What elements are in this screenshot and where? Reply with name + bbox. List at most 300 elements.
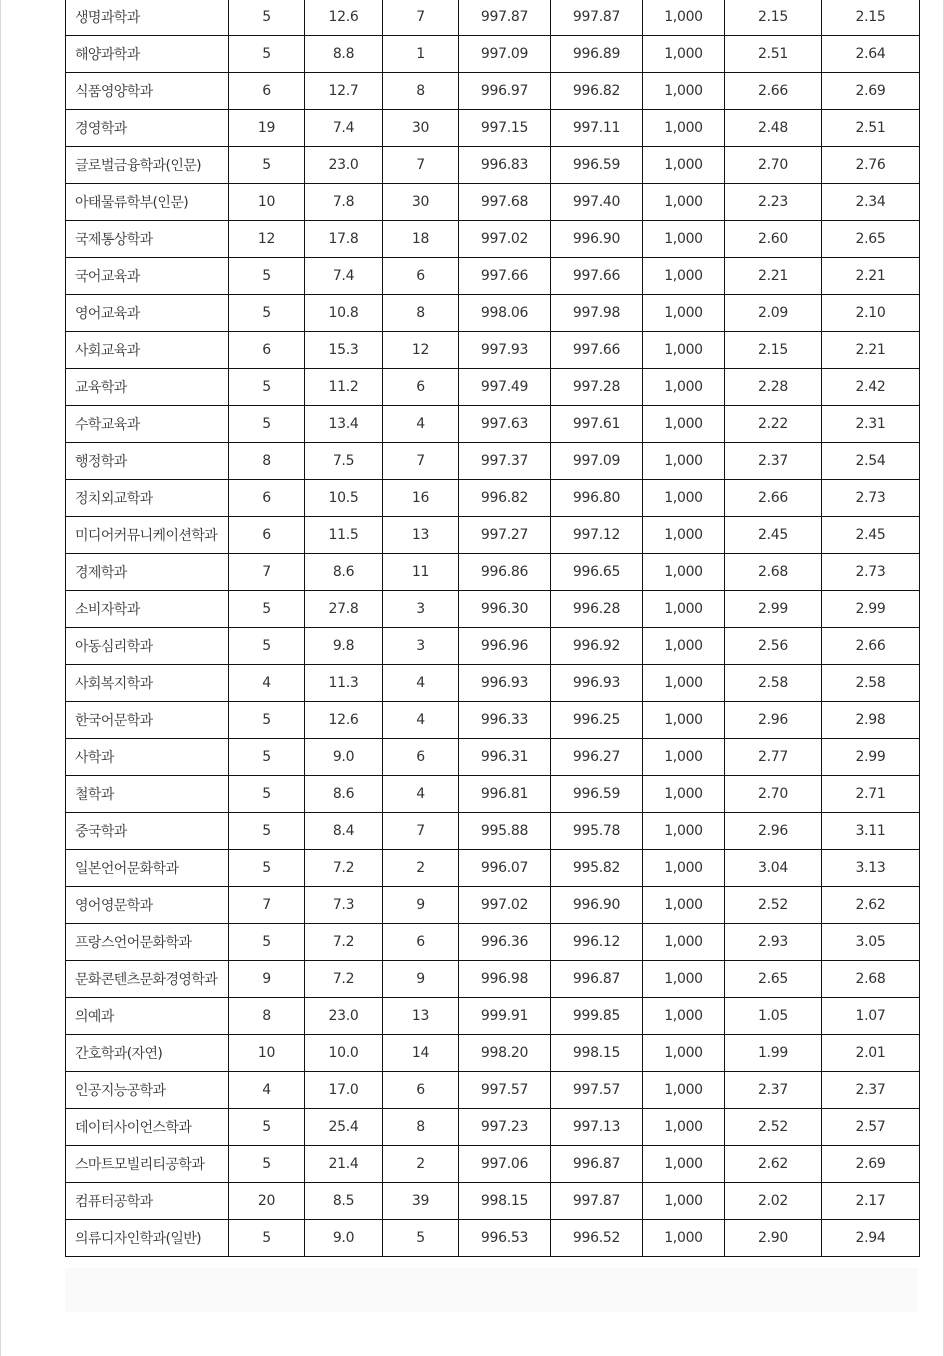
top-score-cell: 996.53 xyxy=(459,1220,551,1257)
quota-cell: 6 xyxy=(229,332,305,369)
additional-pass-cell: 1 xyxy=(383,36,459,73)
cutoff-score-cell: 997.28 xyxy=(551,369,643,406)
table-row xyxy=(66,369,920,406)
competition-rate-cell: 25.4 xyxy=(305,1109,383,1146)
competition-rate-cell: 13.4 xyxy=(305,406,383,443)
cutoff-grade-cell: 2.45 xyxy=(822,517,920,554)
competition-rate-cell: 8.4 xyxy=(305,813,383,850)
cutoff-grade-cell: 2.73 xyxy=(822,480,920,517)
top-score-cell: 997.02 xyxy=(459,887,551,924)
cutoff-score-cell: 997.57 xyxy=(551,1072,643,1109)
average-grade-cell: 2.02 xyxy=(725,1183,822,1220)
cutoff-score-cell: 996.65 xyxy=(551,554,643,591)
table-row xyxy=(66,887,920,924)
top-score-cell: 997.37 xyxy=(459,443,551,480)
table-row xyxy=(66,813,920,850)
table-row xyxy=(66,184,920,221)
max-score-cell: 1,000 xyxy=(643,961,725,998)
average-grade-cell: 2.58 xyxy=(725,665,822,702)
department-name-cell: 교육학과 xyxy=(66,369,229,406)
average-grade-cell: 2.15 xyxy=(725,332,822,369)
competition-rate-cell: 10.8 xyxy=(305,295,383,332)
quota-cell: 5 xyxy=(229,147,305,184)
department-name-cell: 정치외교학과 xyxy=(66,480,229,517)
department-name-cell: 사회복지학과 xyxy=(66,665,229,702)
top-score-cell: 996.86 xyxy=(459,554,551,591)
department-name-cell: 식품영양학과 xyxy=(66,73,229,110)
top-score-cell: 996.36 xyxy=(459,924,551,961)
table-row xyxy=(66,36,920,73)
table-row xyxy=(66,1109,920,1146)
department-name-cell: 국어교육과 xyxy=(66,258,229,295)
average-grade-cell: 2.37 xyxy=(725,443,822,480)
cutoff-score-cell: 998.15 xyxy=(551,1035,643,1072)
average-grade-cell: 2.66 xyxy=(725,480,822,517)
additional-pass-cell: 5 xyxy=(383,1220,459,1257)
top-score-cell: 997.02 xyxy=(459,221,551,258)
quota-cell: 6 xyxy=(229,73,305,110)
table-row xyxy=(66,517,920,554)
cutoff-score-cell: 996.59 xyxy=(551,147,643,184)
competition-rate-cell: 9.0 xyxy=(305,1220,383,1257)
average-grade-cell: 2.60 xyxy=(725,221,822,258)
cutoff-score-cell: 996.90 xyxy=(551,887,643,924)
cutoff-grade-cell: 3.13 xyxy=(822,850,920,887)
table-row xyxy=(66,406,920,443)
cutoff-grade-cell: 1.07 xyxy=(822,998,920,1035)
max-score-cell: 1,000 xyxy=(643,1109,725,1146)
top-score-cell: 997.27 xyxy=(459,517,551,554)
top-score-cell: 997.68 xyxy=(459,184,551,221)
max-score-cell: 1,000 xyxy=(643,850,725,887)
cutoff-score-cell: 996.52 xyxy=(551,1220,643,1257)
top-score-cell: 996.07 xyxy=(459,850,551,887)
quota-cell: 5 xyxy=(229,776,305,813)
top-score-cell: 996.97 xyxy=(459,73,551,110)
top-score-cell: 996.31 xyxy=(459,739,551,776)
top-score-cell: 995.88 xyxy=(459,813,551,850)
competition-rate-cell: 27.8 xyxy=(305,591,383,628)
average-grade-cell: 2.77 xyxy=(725,739,822,776)
additional-pass-cell: 18 xyxy=(383,221,459,258)
cutoff-grade-cell: 2.98 xyxy=(822,702,920,739)
competition-rate-cell: 7.2 xyxy=(305,850,383,887)
max-score-cell: 1,000 xyxy=(643,295,725,332)
quota-cell: 5 xyxy=(229,369,305,406)
top-score-cell: 997.87 xyxy=(459,0,551,36)
department-name-cell: 일본언어문화학과 xyxy=(66,850,229,887)
department-name-cell: 미디어커뮤니케이션학과 xyxy=(66,517,229,554)
department-name-cell: 데이터사이언스학과 xyxy=(66,1109,229,1146)
competition-rate-cell: 7.4 xyxy=(305,110,383,147)
additional-pass-cell: 6 xyxy=(383,369,459,406)
average-grade-cell: 2.22 xyxy=(725,406,822,443)
average-grade-cell: 3.04 xyxy=(725,850,822,887)
quota-cell: 8 xyxy=(229,998,305,1035)
cutoff-grade-cell: 2.69 xyxy=(822,73,920,110)
top-score-cell: 996.98 xyxy=(459,961,551,998)
table-row xyxy=(66,443,920,480)
top-score-cell: 996.33 xyxy=(459,702,551,739)
competition-rate-cell: 11.2 xyxy=(305,369,383,406)
quota-cell: 4 xyxy=(229,1072,305,1109)
max-score-cell: 1,000 xyxy=(643,887,725,924)
table-row xyxy=(66,924,920,961)
cutoff-grade-cell: 2.21 xyxy=(822,258,920,295)
cutoff-score-cell: 996.92 xyxy=(551,628,643,665)
cutoff-score-cell: 996.90 xyxy=(551,221,643,258)
top-score-cell: 997.57 xyxy=(459,1072,551,1109)
quota-cell: 5 xyxy=(229,295,305,332)
cutoff-grade-cell: 2.94 xyxy=(822,1220,920,1257)
department-name-cell: 글로벌금융학과(인문) xyxy=(66,147,229,184)
quota-cell: 5 xyxy=(229,924,305,961)
department-name-cell: 철학과 xyxy=(66,776,229,813)
table-row xyxy=(66,739,920,776)
quota-cell: 6 xyxy=(229,517,305,554)
competition-rate-cell: 11.3 xyxy=(305,665,383,702)
department-name-cell: 해양과학과 xyxy=(66,36,229,73)
additional-pass-cell: 39 xyxy=(383,1183,459,1220)
average-grade-cell: 2.52 xyxy=(725,1109,822,1146)
cutoff-grade-cell: 2.37 xyxy=(822,1072,920,1109)
max-score-cell: 1,000 xyxy=(643,73,725,110)
max-score-cell: 1,000 xyxy=(643,184,725,221)
quota-cell: 12 xyxy=(229,221,305,258)
quota-cell: 10 xyxy=(229,1035,305,1072)
max-score-cell: 1,000 xyxy=(643,776,725,813)
average-grade-cell: 2.15 xyxy=(725,0,822,36)
average-grade-cell: 2.52 xyxy=(725,887,822,924)
competition-rate-cell: 7.5 xyxy=(305,443,383,480)
cutoff-grade-cell: 2.15 xyxy=(822,0,920,36)
quota-cell: 19 xyxy=(229,110,305,147)
competition-rate-cell: 10.5 xyxy=(305,480,383,517)
average-grade-cell: 2.48 xyxy=(725,110,822,147)
cutoff-score-cell: 996.87 xyxy=(551,1146,643,1183)
average-grade-cell: 2.23 xyxy=(725,184,822,221)
top-score-cell: 996.93 xyxy=(459,665,551,702)
cutoff-score-cell: 996.93 xyxy=(551,665,643,702)
average-grade-cell: 2.99 xyxy=(725,591,822,628)
cutoff-grade-cell: 2.42 xyxy=(822,369,920,406)
cutoff-grade-cell: 2.73 xyxy=(822,554,920,591)
additional-pass-cell: 6 xyxy=(383,1072,459,1109)
competition-rate-cell: 12.7 xyxy=(305,73,383,110)
cutoff-score-cell: 996.89 xyxy=(551,36,643,73)
max-score-cell: 1,000 xyxy=(643,924,725,961)
department-name-cell: 행정학과 xyxy=(66,443,229,480)
competition-rate-cell: 23.0 xyxy=(305,998,383,1035)
competition-rate-cell: 9.8 xyxy=(305,628,383,665)
additional-pass-cell: 7 xyxy=(383,813,459,850)
competition-rate-cell: 11.5 xyxy=(305,517,383,554)
cutoff-score-cell: 996.87 xyxy=(551,961,643,998)
top-score-cell: 996.82 xyxy=(459,480,551,517)
average-grade-cell: 2.37 xyxy=(725,1072,822,1109)
quota-cell: 5 xyxy=(229,1109,305,1146)
cutoff-score-cell: 996.25 xyxy=(551,702,643,739)
quota-cell: 5 xyxy=(229,813,305,850)
department-name-cell: 아태물류학부(인문) xyxy=(66,184,229,221)
table-body xyxy=(66,0,920,1257)
max-score-cell: 1,000 xyxy=(643,221,725,258)
cutoff-score-cell: 996.27 xyxy=(551,739,643,776)
quota-cell: 5 xyxy=(229,1146,305,1183)
quota-cell: 6 xyxy=(229,480,305,517)
cutoff-score-cell: 997.40 xyxy=(551,184,643,221)
cutoff-grade-cell: 2.76 xyxy=(822,147,920,184)
cutoff-score-cell: 996.80 xyxy=(551,480,643,517)
additional-pass-cell: 7 xyxy=(383,443,459,480)
additional-pass-cell: 7 xyxy=(383,0,459,36)
competition-rate-cell: 17.0 xyxy=(305,1072,383,1109)
top-score-cell: 996.81 xyxy=(459,776,551,813)
average-grade-cell: 2.68 xyxy=(725,554,822,591)
cutoff-score-cell: 997.12 xyxy=(551,517,643,554)
max-score-cell: 1,000 xyxy=(643,665,725,702)
table-row xyxy=(66,702,920,739)
max-score-cell: 1,000 xyxy=(643,813,725,850)
department-name-cell: 프랑스언어문화학과 xyxy=(66,924,229,961)
department-name-cell: 경영학과 xyxy=(66,110,229,147)
top-score-cell: 996.96 xyxy=(459,628,551,665)
department-name-cell: 스마트모빌리티공학과 xyxy=(66,1146,229,1183)
competition-rate-cell: 8.6 xyxy=(305,776,383,813)
table-row xyxy=(66,221,920,258)
average-grade-cell: 1.05 xyxy=(725,998,822,1035)
competition-rate-cell: 7.2 xyxy=(305,961,383,998)
quota-cell: 5 xyxy=(229,406,305,443)
table-row xyxy=(66,73,920,110)
additional-pass-cell: 30 xyxy=(383,184,459,221)
max-score-cell: 1,000 xyxy=(643,0,725,36)
competition-rate-cell: 21.4 xyxy=(305,1146,383,1183)
competition-rate-cell: 23.0 xyxy=(305,147,383,184)
max-score-cell: 1,000 xyxy=(643,443,725,480)
table-row xyxy=(66,998,920,1035)
page-footer-area xyxy=(65,1268,918,1312)
max-score-cell: 1,000 xyxy=(643,110,725,147)
cutoff-grade-cell: 2.51 xyxy=(822,110,920,147)
table-row xyxy=(66,332,920,369)
quota-cell: 5 xyxy=(229,628,305,665)
quota-cell: 4 xyxy=(229,665,305,702)
department-name-cell: 생명과학과 xyxy=(66,0,229,36)
competition-rate-cell: 7.3 xyxy=(305,887,383,924)
cutoff-score-cell: 999.85 xyxy=(551,998,643,1035)
additional-pass-cell: 4 xyxy=(383,776,459,813)
table-row xyxy=(66,1035,920,1072)
cutoff-score-cell: 996.82 xyxy=(551,73,643,110)
cutoff-score-cell: 997.87 xyxy=(551,1183,643,1220)
cutoff-grade-cell: 2.99 xyxy=(822,739,920,776)
cutoff-grade-cell: 2.54 xyxy=(822,443,920,480)
department-name-cell: 영어영문학과 xyxy=(66,887,229,924)
department-name-cell: 간호학과(자연) xyxy=(66,1035,229,1072)
cutoff-grade-cell: 2.69 xyxy=(822,1146,920,1183)
department-name-cell: 컴퓨터공학과 xyxy=(66,1183,229,1220)
average-grade-cell: 2.70 xyxy=(725,776,822,813)
cutoff-grade-cell: 2.57 xyxy=(822,1109,920,1146)
cutoff-score-cell: 996.59 xyxy=(551,776,643,813)
additional-pass-cell: 12 xyxy=(383,332,459,369)
table-row xyxy=(66,1146,920,1183)
additional-pass-cell: 4 xyxy=(383,406,459,443)
quota-cell: 5 xyxy=(229,258,305,295)
top-score-cell: 998.06 xyxy=(459,295,551,332)
cutoff-grade-cell: 2.64 xyxy=(822,36,920,73)
top-score-cell: 997.49 xyxy=(459,369,551,406)
department-name-cell: 경제학과 xyxy=(66,554,229,591)
department-name-cell: 아동심리학과 xyxy=(66,628,229,665)
max-score-cell: 1,000 xyxy=(643,406,725,443)
competition-rate-cell: 17.8 xyxy=(305,221,383,258)
cutoff-grade-cell: 2.31 xyxy=(822,406,920,443)
table-row xyxy=(66,591,920,628)
cutoff-score-cell: 996.12 xyxy=(551,924,643,961)
average-grade-cell: 2.45 xyxy=(725,517,822,554)
competition-rate-cell: 7.8 xyxy=(305,184,383,221)
top-score-cell: 997.15 xyxy=(459,110,551,147)
additional-pass-cell: 7 xyxy=(383,147,459,184)
department-name-cell: 수학교육과 xyxy=(66,406,229,443)
quota-cell: 8 xyxy=(229,443,305,480)
additional-pass-cell: 8 xyxy=(383,295,459,332)
top-score-cell: 997.06 xyxy=(459,1146,551,1183)
department-name-cell: 한국어문학과 xyxy=(66,702,229,739)
quota-cell: 5 xyxy=(229,702,305,739)
average-grade-cell: 2.90 xyxy=(725,1220,822,1257)
additional-pass-cell: 3 xyxy=(383,591,459,628)
average-grade-cell: 2.56 xyxy=(725,628,822,665)
cutoff-grade-cell: 2.21 xyxy=(822,332,920,369)
additional-pass-cell: 3 xyxy=(383,628,459,665)
cutoff-score-cell: 995.82 xyxy=(551,850,643,887)
department-name-cell: 인공지능공학과 xyxy=(66,1072,229,1109)
table-row xyxy=(66,554,920,591)
top-score-cell: 998.15 xyxy=(459,1183,551,1220)
cutoff-score-cell: 995.78 xyxy=(551,813,643,850)
cutoff-score-cell: 997.66 xyxy=(551,258,643,295)
cutoff-grade-cell: 2.17 xyxy=(822,1183,920,1220)
competition-rate-cell: 7.4 xyxy=(305,258,383,295)
admission-results-table xyxy=(65,0,920,1257)
average-grade-cell: 2.65 xyxy=(725,961,822,998)
additional-pass-cell: 4 xyxy=(383,665,459,702)
additional-pass-cell: 6 xyxy=(383,924,459,961)
competition-rate-cell: 12.6 xyxy=(305,702,383,739)
competition-rate-cell: 7.2 xyxy=(305,924,383,961)
table-row xyxy=(66,1183,920,1220)
competition-rate-cell: 8.6 xyxy=(305,554,383,591)
cutoff-grade-cell: 2.58 xyxy=(822,665,920,702)
top-score-cell: 997.63 xyxy=(459,406,551,443)
quota-cell: 10 xyxy=(229,184,305,221)
department-name-cell: 문화콘텐츠문화경영학과 xyxy=(66,961,229,998)
additional-pass-cell: 16 xyxy=(383,480,459,517)
max-score-cell: 1,000 xyxy=(643,739,725,776)
quota-cell: 7 xyxy=(229,887,305,924)
cutoff-score-cell: 997.98 xyxy=(551,295,643,332)
department-name-cell: 국제통상학과 xyxy=(66,221,229,258)
top-score-cell: 997.23 xyxy=(459,1109,551,1146)
department-name-cell: 의예과 xyxy=(66,998,229,1035)
top-score-cell: 999.91 xyxy=(459,998,551,1035)
max-score-cell: 1,000 xyxy=(643,517,725,554)
max-score-cell: 1,000 xyxy=(643,258,725,295)
max-score-cell: 1,000 xyxy=(643,702,725,739)
top-score-cell: 996.83 xyxy=(459,147,551,184)
competition-rate-cell: 10.0 xyxy=(305,1035,383,1072)
max-score-cell: 1,000 xyxy=(643,1146,725,1183)
max-score-cell: 1,000 xyxy=(643,554,725,591)
additional-pass-cell: 6 xyxy=(383,258,459,295)
top-score-cell: 997.09 xyxy=(459,36,551,73)
max-score-cell: 1,000 xyxy=(643,591,725,628)
table-row xyxy=(66,1072,920,1109)
department-name-cell: 중국학과 xyxy=(66,813,229,850)
average-grade-cell: 2.09 xyxy=(725,295,822,332)
average-grade-cell: 2.28 xyxy=(725,369,822,406)
additional-pass-cell: 11 xyxy=(383,554,459,591)
department-name-cell: 소비자학과 xyxy=(66,591,229,628)
cutoff-score-cell: 997.87 xyxy=(551,0,643,36)
additional-pass-cell: 13 xyxy=(383,998,459,1035)
average-grade-cell: 2.70 xyxy=(725,147,822,184)
department-name-cell: 의류디자인학과(일반) xyxy=(66,1220,229,1257)
quota-cell: 5 xyxy=(229,591,305,628)
additional-pass-cell: 30 xyxy=(383,110,459,147)
top-score-cell: 997.66 xyxy=(459,258,551,295)
average-grade-cell: 2.96 xyxy=(725,702,822,739)
cutoff-grade-cell: 3.11 xyxy=(822,813,920,850)
average-grade-cell: 2.96 xyxy=(725,813,822,850)
table-row xyxy=(66,961,920,998)
quota-cell: 20 xyxy=(229,1183,305,1220)
table-row xyxy=(66,147,920,184)
department-name-cell: 사회교육과 xyxy=(66,332,229,369)
average-grade-cell: 2.51 xyxy=(725,36,822,73)
additional-pass-cell: 2 xyxy=(383,1146,459,1183)
cutoff-grade-cell: 2.99 xyxy=(822,591,920,628)
cutoff-score-cell: 997.61 xyxy=(551,406,643,443)
cutoff-grade-cell: 2.68 xyxy=(822,961,920,998)
cutoff-grade-cell: 2.71 xyxy=(822,776,920,813)
max-score-cell: 1,000 xyxy=(643,628,725,665)
additional-pass-cell: 8 xyxy=(383,1109,459,1146)
average-grade-cell: 1.99 xyxy=(725,1035,822,1072)
quota-cell: 7 xyxy=(229,554,305,591)
additional-pass-cell: 8 xyxy=(383,73,459,110)
department-name-cell: 사학과 xyxy=(66,739,229,776)
cutoff-grade-cell: 2.01 xyxy=(822,1035,920,1072)
cutoff-score-cell: 997.11 xyxy=(551,110,643,147)
department-name-cell: 영어교육과 xyxy=(66,295,229,332)
max-score-cell: 1,000 xyxy=(643,332,725,369)
max-score-cell: 1,000 xyxy=(643,480,725,517)
table-row xyxy=(66,258,920,295)
quota-cell: 5 xyxy=(229,739,305,776)
table-row xyxy=(66,1220,920,1257)
cutoff-score-cell: 996.28 xyxy=(551,591,643,628)
table-row xyxy=(66,776,920,813)
competition-rate-cell: 12.6 xyxy=(305,0,383,36)
competition-rate-cell: 15.3 xyxy=(305,332,383,369)
max-score-cell: 1,000 xyxy=(643,147,725,184)
table-row xyxy=(66,480,920,517)
cutoff-grade-cell: 3.05 xyxy=(822,924,920,961)
